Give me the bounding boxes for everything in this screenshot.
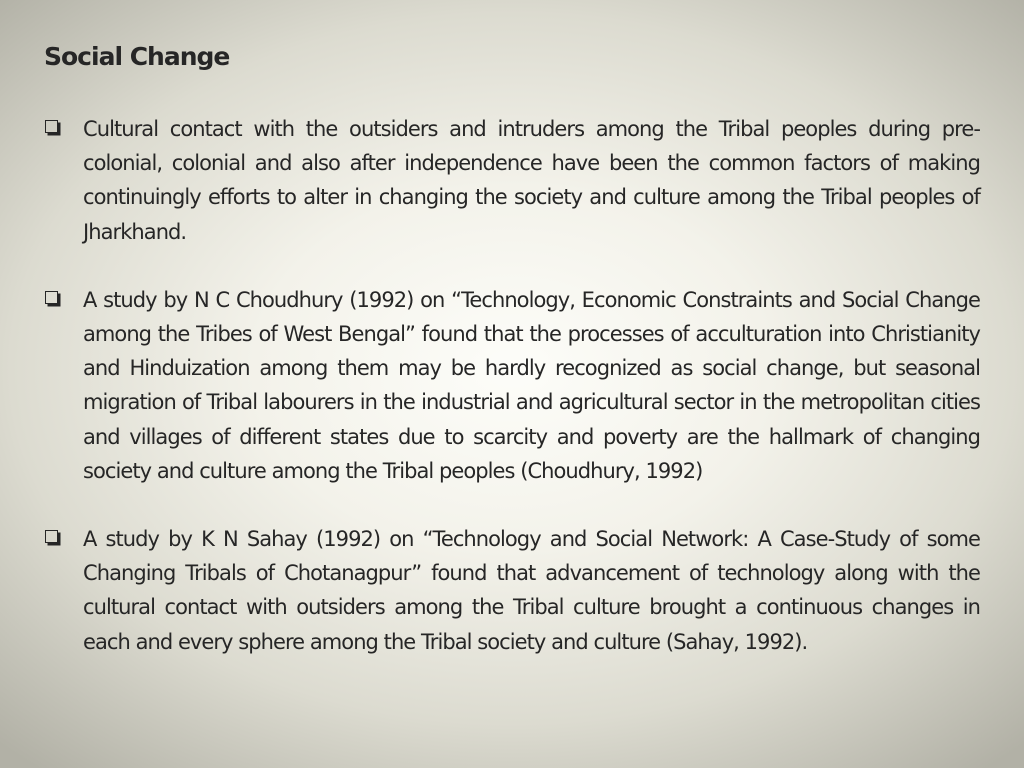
hollow-square-bullet-icon <box>45 530 58 543</box>
bullet-text: A study by N C Choudhury (1992) on “Technology, Economic Constraints and Social Change among the Tribes of West Bengal” found that the processes of acculturation into Christianity and Hinduization among them may be hardly recognized as social change, but seasonal migration of Tribal labourers in the industrial and agricultural sector in the metropolitan cities and villages of different states due to scarcity and poverty are the hallmark of changing society and culture among the Tribal peoples (Choudhury, 1992) <box>83 287 980 483</box>
bullet-text: A study by K N Sahay (1992) on “Technology and Social Network: A Case-Study of some Changing Tribals of Chotanagpur” found that advancement of technology along with the cultural contact with outsiders among the Tribal culture brought a continuous changes in each and every sphere among the Tribal society and culture (Sahay, 1992). <box>83 527 980 654</box>
hollow-square-bullet-icon <box>45 120 58 133</box>
slide-title: Social Change <box>44 42 230 71</box>
hollow-square-bullet-icon <box>45 291 58 304</box>
bullet-item <box>44 283 980 488</box>
bullet-item <box>44 522 980 659</box>
bullet-item <box>44 112 980 249</box>
bullet-list <box>44 112 980 693</box>
bullet-text: Cultural contact with the outsiders and intruders among the Tribal peoples during pre-colonial, colonial and also after independence have been the common factors of making continuingly efforts to alter in changing the society and culture among the Tribal peoples of Jharkhand. <box>83 117 980 244</box>
